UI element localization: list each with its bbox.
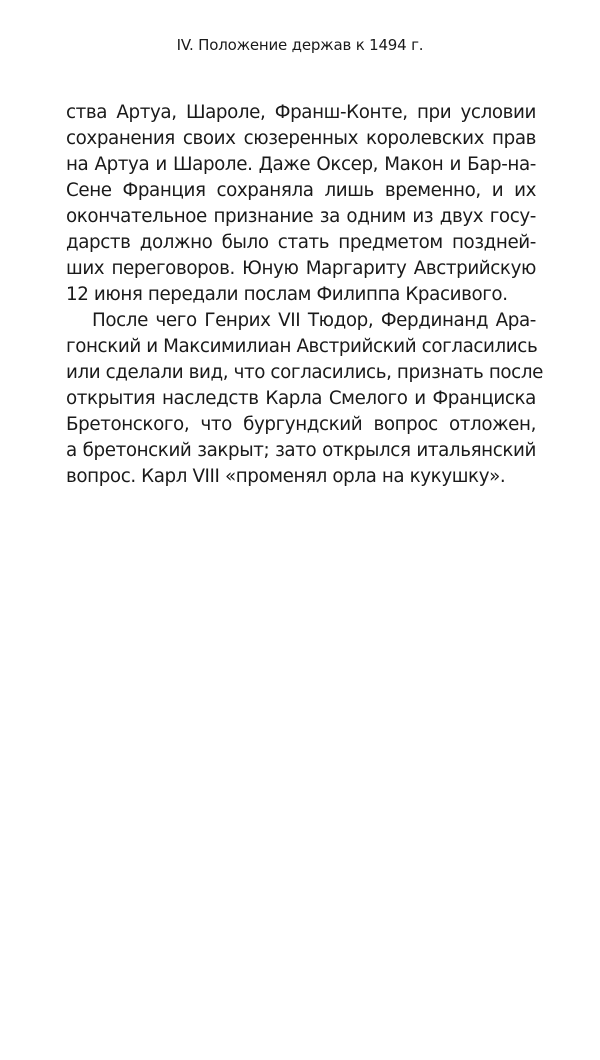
- text-line: на Артуа и Шароле. Даже Оксер, Макон и Бар-на-: [66, 154, 536, 175]
- text-line: открытия наследств Карла Смелого и Франциска: [66, 388, 536, 409]
- text-line: или сделали вид, что согласились, признать после: [66, 362, 543, 383]
- paragraph-1: [66, 100, 536, 308]
- text-line: 12 июня передали послам Филиппа Красивого.: [66, 284, 508, 305]
- paragraph-2: [66, 308, 543, 490]
- text-line: Бретонского, что бургундский вопрос отложен,: [66, 414, 536, 435]
- text-line: Сене Франция сохраняла лишь временно, и их: [66, 180, 536, 201]
- text-line: дарств должно было стать предметом поздней-: [66, 232, 536, 253]
- text-line: После чего Генрих VII Тюдор, Фердинанд Ара-: [92, 310, 536, 331]
- text-line: гонский и Максимилиан Австрийский согласились: [66, 336, 538, 357]
- body-text: [66, 100, 543, 490]
- text-line: ших переговоров. Юную Маргариту Австрийскую: [66, 258, 536, 279]
- text-line: ства Артуа, Шароле, Франш-Конте, при условии: [66, 102, 536, 123]
- running-header: IV. Положение держав к 1494 г.: [176, 36, 424, 54]
- text-line: окончательное признание за одним из двух госу-: [66, 206, 536, 227]
- text-line: а бретонский закрыт; зато открылся итальянский: [66, 440, 536, 461]
- text-line: вопрос. Карл VIII «променял орла на кукушку».: [66, 466, 506, 487]
- text-line: сохранения своих сюзеренных королевских прав: [66, 128, 536, 149]
